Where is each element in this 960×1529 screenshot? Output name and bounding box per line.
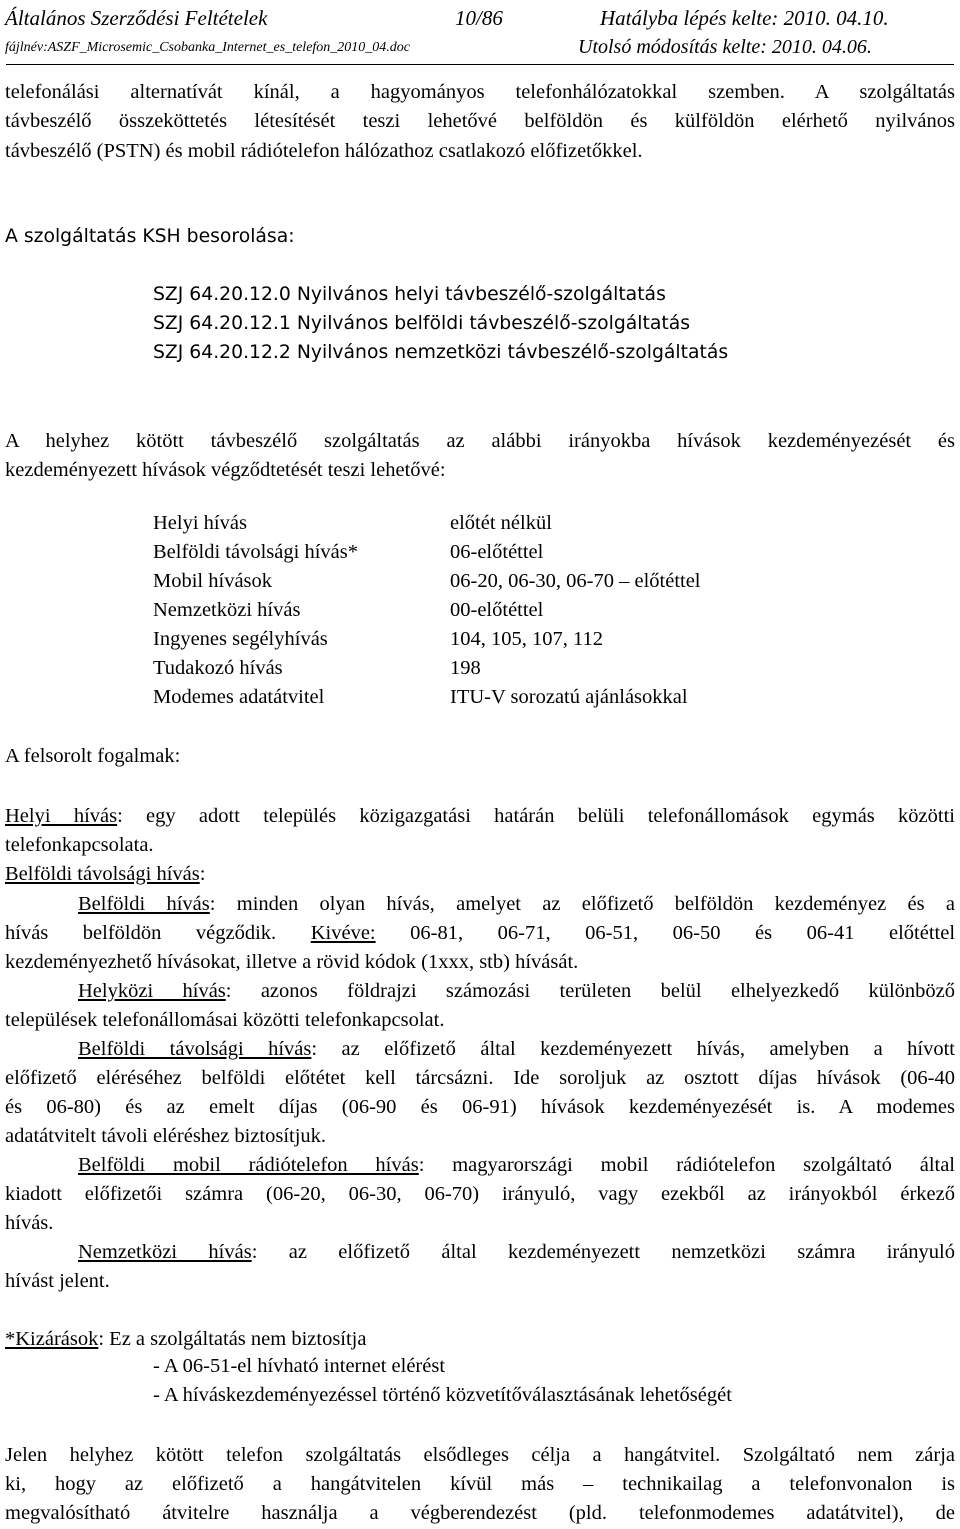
call-type-label: Ingyenes segélyhívás (153, 628, 328, 650)
closing-line-2: ki, hogy az előfizető a hangátvitelen kívül más – technikailag a telefonvonalon is (5, 1473, 955, 1495)
exclusion-item: - A híváskezdeményezéssel történő közvetítőválasztásának lehetőségét (153, 1384, 732, 1406)
domestic-call-text: hívás belföldön végződik. (5, 922, 277, 944)
term-international-call: Nemzetközi hívás (78, 1241, 252, 1263)
header-divider (6, 64, 954, 65)
local-call-definition (5, 802, 955, 831)
ksh-item: SZJ 64.20.12.0 Nyilvános helyi távbeszélő-szolgáltatás (153, 284, 666, 305)
call-type-label: Mobil hívások (153, 570, 273, 592)
local-call-definition-cont: telefonkapcsolata. (5, 834, 154, 856)
longdistance-heading (5, 860, 955, 889)
international-call-text: : az előfizető által kezdeményezett nemzetközi számra irányuló (251, 1241, 956, 1263)
colon: : (199, 863, 206, 885)
mobile-call-definition-cont: kiadott előfizetői számra (06-20, 06-30, 06-70) irányuló, vagy ezekből az irányokból érkező (5, 1183, 955, 1205)
file-name: fájlnév:ASZF_Microsemic_Csobanka_Internet_es_telefon_2010_04.doc (5, 40, 411, 55)
call-type-prefix: ITU-V sorozatú ajánlásokkal (450, 686, 688, 708)
exclusions-heading (5, 1325, 955, 1354)
longdistance-call-definition-cont: előfizető eléréséhez belföldi előtétet kell tárcsázni. Ide soroljuk az osztott díjas hívások (06-40 (5, 1067, 955, 1089)
term-interlocal-call: Helyközi hívás (78, 980, 226, 1002)
call-type-prefix: 06-előtéttel (450, 541, 544, 563)
local-call-text: : egy adott település közigazgatási határán belüli telefonállomások egymás közötti (117, 805, 955, 827)
page-number: 10/86 (455, 6, 503, 30)
intro-line-2: távbeszélő összeköttetés létesítését teszi lehetővé belföldön és külföldön elérhető nyilvános (5, 110, 955, 132)
interlocal-call-definition (78, 977, 955, 1006)
document-title: Általános Szerződési Feltételek (5, 6, 268, 30)
terms-heading: A felsorolt fogalmak: (5, 745, 181, 767)
term-longdistance-call: Belföldi távolsági hívás (78, 1038, 312, 1060)
longdistance-call-text: : az előfizető által kezdeményezett hívás, amelyben a hívott (311, 1038, 955, 1060)
international-call-definition (78, 1238, 955, 1267)
directions-line-1: A helyhez kötött távbeszélő szolgáltatás az alábbi irányokba hívások kezdeményezését és (5, 430, 955, 452)
domestic-call-definition-cont: kezdeményezhető hívásokat, illetve a rövid kódok (1xxx, stb) hívását. (5, 951, 579, 973)
term-domestic-call: Belföldi hívás (78, 893, 210, 915)
mobile-call-definition (78, 1151, 955, 1180)
closing-line-3: megvalósítható átvitelre használja a végberendezést (pld. telefonmodemes adatátvitel), de (5, 1502, 955, 1524)
international-call-definition-cont: hívást jelent. (5, 1270, 110, 1292)
call-type-prefix: 198 (450, 657, 481, 679)
intro-line-3: távbeszélő (PSTN) és mobil rádiótelefon hálózathoz csatlakozó előfizetőkkel. (5, 140, 643, 162)
call-type-prefix: 104, 105, 107, 112 (450, 628, 603, 650)
directions-line-2: kezdeményezett hívások végződtetését teszi lehetővé: (5, 459, 446, 481)
ksh-item: SZJ 64.20.12.1 Nyilvános belföldi távbeszélő-szolgáltatás (153, 313, 690, 334)
longdistance-call-definition-cont: és 06-80) és az emelt díjas (06-90 és 06-91) hívások kezdeményezését is. A modemes (5, 1096, 955, 1118)
mobile-call-text: : magyarországi mobil rádiótelefon szolgáltató által (418, 1154, 956, 1176)
term-mobile-call: Belföldi mobil rádiótelefon hívás (78, 1154, 419, 1176)
call-type-prefix: 06-20, 06-30, 06-70 – előtéttel (450, 570, 701, 592)
term-except: Kivéve: (310, 922, 376, 944)
ksh-heading: A szolgáltatás KSH besorolása: (5, 226, 295, 247)
term-exclusions: *Kizárások (5, 1328, 99, 1350)
interlocal-call-text: : azonos földrajzi számozási területen belül elhelyezkedő különböző (225, 980, 955, 1002)
exclusion-item: - A 06-51-el hívható internet elérést (153, 1355, 446, 1377)
intro-line-1: telefonálási alternatívát kínál, a hagyományos telefonhálózatokkal szemben. A szolgáltatás (5, 81, 955, 103)
domestic-call-definition (78, 890, 955, 919)
domestic-call-text: : minden olyan hívás, amelyet az előfizető belföldön kezdeményez és a (209, 893, 955, 915)
interlocal-call-definition-cont: települések telefonállomásai közötti telefonkapcsolat. (5, 1009, 445, 1031)
effective-date: Hatályba lépés kelte: 2010. 04.10. (600, 6, 889, 30)
modified-date: Utolsó módosítás kelte: 2010. 04.06. (578, 36, 872, 58)
term-local-call: Helyi hívás (5, 805, 118, 827)
mobile-call-definition-cont: hívás. (5, 1212, 54, 1234)
exclusions-text: : Ez a szolgáltatás nem biztosítja (98, 1328, 367, 1350)
call-type-label: Nemzetközi hívás (153, 599, 301, 621)
except-text: 06-81, 06-71, 06-51, 06-50 és 06-41 előtéttel (375, 922, 956, 944)
longdistance-call-definition (78, 1035, 955, 1064)
call-type-label: Helyi hívás (153, 512, 247, 534)
longdistance-call-definition-cont: adatátvitelt távoli eléréshez biztosítjuk. (5, 1125, 327, 1147)
call-type-label: Belföldi távolsági hívás* (153, 541, 358, 563)
closing-line-1: Jelen helyhez kötött telefon szolgáltatás elsődleges célja a hangátvitel. Szolgáltató nem zárja (5, 1444, 955, 1466)
call-type-prefix: 00-előtéttel (450, 599, 544, 621)
ksh-item: SZJ 64.20.12.2 Nyilvános nemzetközi távbeszélő-szolgáltatás (153, 342, 729, 363)
call-type-label: Modemes adatátvitel (153, 686, 325, 708)
domestic-call-definition-cont (5, 919, 955, 948)
term-longdistance-heading: Belföldi távolsági hívás (5, 863, 200, 885)
call-type-prefix: előtét nélkül (450, 512, 552, 534)
call-type-label: Tudakozó hívás (153, 657, 283, 679)
